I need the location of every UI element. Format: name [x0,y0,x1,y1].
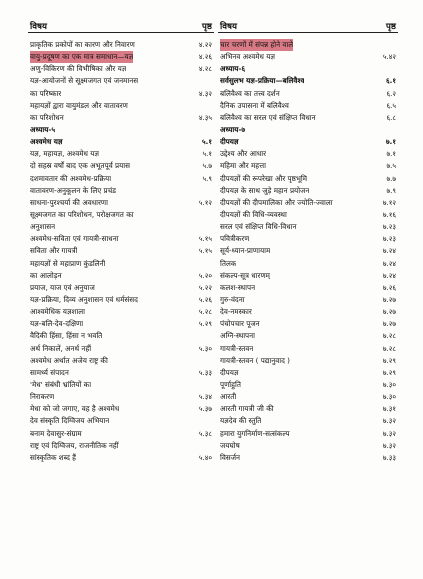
toc-row [28,75,214,87]
toc-row [218,415,398,427]
toc-row [218,318,398,330]
toc-row [218,428,398,440]
toc-row [218,440,398,452]
toc-row [28,379,214,391]
toc-row [218,245,398,257]
toc-entry-title: दशमावतार की अश्वमेध-प्रक्रिया [30,173,112,183]
toc-entry-title: का परिशोधन [30,112,64,122]
toc-entry-title: अग्नि-स्थापना [220,331,255,341]
toc-row [218,306,398,318]
chapter-heading [218,124,398,136]
toc-entry-page: ७.१ [386,150,396,159]
toc-row [28,294,214,306]
toc-entry-title: दीपयज्ञ [220,367,239,377]
toc-row [218,391,398,403]
toc-entry-page: ७.३२ [382,417,396,426]
toc-row [28,209,214,221]
toc-right-column [218,14,398,464]
toc-entry-page: ५.१५ [198,235,212,244]
toc-entry-title: बलिवैश्व का तत्त्व दर्शन [220,88,280,98]
toc-entry-title: हमारा युगनिर्माण-सत्संकल्प [220,428,290,438]
toc-row [218,160,398,172]
toc-entry-page: ७.१२ [382,198,396,207]
toc-entry-title: अध्याय-७ [220,124,246,134]
toc-entry-page: ७.१ [386,138,396,147]
toc-left-column [28,14,214,464]
toc-row [28,185,214,197]
chapter-heading [28,124,214,136]
toc-row [28,343,214,355]
toc-row [218,403,398,415]
toc-entry-title: आश्वमेधिक यज्ञशाला [30,307,86,317]
toc-entry-page: ५.२६ [198,295,212,304]
toc-row [28,88,214,100]
toc-entry-title: अनुशासन [30,222,56,232]
toc-row [218,148,398,160]
toc-entry-title: आरती गायत्री जी की [220,404,274,414]
header-page-label: पृष्ठ [386,22,396,32]
toc-entry-page: ७.२४ [382,271,396,280]
toc-header [218,14,398,33]
toc-entry-title: अश्वमेध अर्थात अजेय राष्ट्र की [30,355,108,365]
toc-entry-title: निराकरण [30,392,55,402]
toc-entry-title: सरल एवं संक्षिप्त विधि-विधान [220,222,297,232]
toc-entry-title: देव संस्कृति दिग्विजय अभियान [30,416,110,426]
toc-entry-page: ७.२६ [382,283,396,292]
toc-row [218,343,398,355]
toc-row [28,197,214,209]
toc-row [218,112,398,124]
chapter-title-row [218,136,398,148]
toc-row [28,245,214,257]
toc-header [28,14,214,33]
toc-entry-title: कलश-स्थापन [220,282,256,292]
chapter-title-row [218,75,398,87]
toc-row [218,51,398,63]
toc-entry-page: ५.२९ [198,320,212,329]
toc-entry-title: प्रयाज, याज एवं अनुयाज [30,282,95,292]
toc-row [28,403,214,415]
toc-entry-page: ७.२८ [382,344,396,353]
toc-entry-title: गायत्री-स्तवन ( पद्यानुवाद ) [220,355,290,365]
toc-entry-title: बलिवैश्व का सरल एवं संक्षिप्त विधान [220,112,316,122]
toc-row [28,112,214,124]
toc-entry-page: ७.३३ [382,453,396,462]
toc-entry-title: संकल्प-सूत्र धारणम् [220,270,270,280]
toc-entry-title: अश्वमेध-सविता एवं गायत्री-साधना [30,234,119,244]
toc-entry-title: अणु-विकिरण की विभीषिका और यज्ञ [30,64,127,74]
toc-entry-title: अभिनव अश्वमेध यज्ञ [220,52,275,62]
toc-entry-title: यज्ञदेव की स्तुति [220,416,262,426]
toc-entry-page: ७.२८ [382,332,396,341]
toc-row [28,100,214,112]
toc-row [218,88,398,100]
chapter-title-row [28,136,214,148]
toc-entry-title: दो सहस्र वर्षों बाद एक अभूतपूर्व प्रयास [30,161,130,171]
toc-entry-title: सांस्कृतिक शब्द हैं [30,452,76,462]
toc-row [28,221,214,233]
toc-entry-page: ५.१५ [198,247,212,256]
toc-row [28,270,214,282]
toc-entry-title: चार चरणों में संपन्न होने वाले [220,39,293,51]
toc-entry-title: देव-नमस्कार [220,307,252,317]
toc-entry-title: तिलक [220,258,237,268]
toc-entry-page: ७.३२ [382,441,396,450]
toc-entry-page: ५.१२ [198,198,212,207]
toc-row [28,39,214,51]
toc-row [218,209,398,221]
toc-row [218,197,398,209]
toc-row [218,173,398,185]
toc-entry-title: दैनिक उपासना में बलिवैश्व [220,100,289,110]
toc-row [218,452,398,464]
toc-entry-page: ७.२९ [382,368,396,377]
toc-entry-title: का आलोड़न [30,270,62,280]
toc-row [218,39,398,51]
toc-row [28,282,214,294]
toc-row [28,160,214,172]
toc-entry-title: 'मेध' संबंधी भ्रांतियों का [30,379,92,389]
toc-entry-page: ७.२४ [382,247,396,256]
toc-entry-page: ५.७ [202,162,212,171]
toc-entry-title: सविता और गायत्री [30,246,78,256]
toc-entry-page: ४.३२ [198,89,212,98]
toc-entry-page: ७.२७ [382,308,396,317]
header-page-label: पृष्ठ [202,22,212,32]
toc-entry-title: जयघोष [220,440,240,450]
toc-entry-title: का परिष्कार [30,88,62,98]
toc-row [28,51,214,63]
toc-entry-page: ४.२८ [198,65,212,74]
toc-row [218,367,398,379]
toc-row [218,355,398,367]
toc-entry-title: अश्वमेध यज्ञ [30,137,63,147]
toc-row [28,258,214,270]
header-subject-label: विषय [220,22,237,32]
toc-entry-title: बनाम देवासुर-संग्राम [30,428,82,438]
toc-entry-page: ७.३१ [382,405,396,414]
toc-row [218,185,398,197]
toc-entry-title: सर्वसुलभ यज्ञ-प्रक्रिया—बलिवैश्व [220,76,305,86]
toc-entry-title: आरती [220,392,237,402]
toc-entry-page: ६.८ [386,113,396,122]
toc-entry-page: ४.३५ [198,113,212,122]
toc-entry-title: यज्ञ, महायज्ञ, अश्वमेध यज्ञ [30,149,99,159]
toc-row [28,440,214,452]
toc-entry-title: दीपयज्ञों की दीपमालिका और ज्योति-ज्वाला [220,197,333,207]
toc-entry-title: अध्याय-५ [30,124,56,134]
toc-entry-title: महायज्ञों द्वारा वायुमंडल और वातावरण [30,100,128,110]
toc-entry-title: पूर्णाहुति [220,379,241,389]
toc-entry-page: ७.२९ [382,356,396,365]
toc-row [28,355,214,367]
toc-entry-title: दीपयज्ञों की विधि-व्यवस्था [220,209,287,219]
toc-row [218,100,398,112]
toc-row [28,63,214,75]
toc-row [28,415,214,427]
toc-row [218,282,398,294]
toc-entry-page: ६.१ [386,77,396,86]
toc-entry-title: विसर्जन [220,452,241,462]
toc-entry-title: सामर्थ्य संपादन [30,367,69,377]
toc-entry-page: ५.९ [202,174,212,183]
toc-entry-page: ७.५ [386,162,396,171]
toc-row [28,391,214,403]
toc-entry-page: ५.३७ [198,405,212,414]
toc-entry-page: ७.१६ [382,210,396,219]
toc-entry-title: दीपयज्ञों की रूपरेखा और पृष्ठभूमि [220,173,308,183]
toc-row [218,233,398,245]
toc-row [218,270,398,282]
toc-entry-page: ७.२३ [382,223,396,232]
toc-entry-title: वायु-प्रदूषण का एक मात्र समाधान—यज्ञ [30,51,133,63]
chapter-heading [218,63,398,75]
toc-entry-title: दीपयज्ञ के साथ जुड़े महान प्रयोजन [220,185,310,195]
toc-entry-title: उद्देश्य और आधार [220,149,267,159]
toc-entry-title: महिमा और महत्ता [220,161,266,171]
toc-row [28,367,214,379]
toc-entry-title: प्राकृतिक प्रकोपों का कारण और निवारण [30,40,135,49]
toc-row [218,379,398,391]
toc-entry-page: ६.५ [386,101,396,110]
toc-entry-page: ५.२२ [198,283,212,292]
toc-entry-title: सूक्ष्मजगत का परिशोधन, परोक्षजगत का [30,209,134,219]
toc-entry-page: ५.१ [202,138,212,147]
toc-entry-title: यज्ञ-आयोजनों से सूक्ष्मजगत एवं जनमानस [30,76,139,86]
toc-entry-page: ५.१ [202,150,212,159]
toc-entry-page: ५.२० [198,271,212,280]
toc-entry-page: ५.२८ [198,308,212,317]
toc-entry-title: पंचोपचार पूजन [220,319,260,329]
toc-entry-title: सूर्य-ध्यान-प्राणायाम [220,246,271,256]
toc-entry-page: ४.२२ [198,41,212,49]
toc-entry-page: ५.३८ [198,429,212,438]
toc-rows [218,33,398,464]
toc-entry-title: यज्ञ-बलि-देव-दक्षिणा [30,319,84,329]
toc-entry-title: राष्ट्र एवं दिग्विजय, राजनीतिक नहीं [30,440,119,450]
toc-entry-title: अर्थ निकालें, अनर्थ नहीं [30,343,92,353]
toc-entry-page: ५.४२ [382,53,396,62]
toc-entry-title: वैदिकी हिंसा, हिंसा न भवति [30,331,103,341]
toc-row [28,452,214,464]
toc-entry-page: ७.३० [382,393,396,402]
toc-entry-page: ७.२७ [382,320,396,329]
toc-entry-page: ५.३४ [198,393,212,402]
toc-entry-page: ७.९ [386,186,396,195]
toc-entry-page: ७.२४ [382,259,396,268]
toc-entry-title: अध्याय-६ [220,64,246,74]
toc-row [28,306,214,318]
toc-row [28,318,214,330]
toc-row [28,148,214,160]
toc-entry-page: ७.२३ [382,235,396,244]
toc-entry-page: ६.२ [386,89,396,98]
toc-row [218,294,398,306]
toc-entry-title: गायत्री-स्तवन [220,343,254,353]
toc-entry-title: मेधा को जो जगाए, वह है अश्वमेध [30,404,120,414]
toc-row [28,428,214,440]
toc-row [218,258,398,270]
toc-entry-page: ५.४० [198,453,212,462]
toc-row [28,330,214,342]
toc-entry-title: गुरु-वंदना [220,294,245,304]
toc-entry-title: पवित्रीकरण [220,234,250,244]
toc-entry-title: दीपयज्ञ [220,137,239,147]
toc-entry-title: वातावरण-अनुकूलन के लिए प्रचंड [30,185,116,195]
toc-entry-page: ७.३२ [382,429,396,438]
toc-entry-title: साधना-पुरश्चर्या की अवधारणा [30,197,108,207]
toc-row [28,173,214,185]
toc-entry-page: ७.२७ [382,295,396,304]
toc-entry-title: यज्ञ-प्रक्रिया, दिव्य अनुशासन एवं धर्मसंसद [30,294,138,304]
toc-entry-page: ५.३० [198,344,212,353]
toc-entry-page: ७.७ [386,174,396,183]
header-subject-label: विषय [30,22,47,32]
toc-row [218,330,398,342]
toc-entry-title: महायज्ञों से महाप्राण कुंडलिनी [30,258,106,268]
toc-row [218,221,398,233]
toc-row [28,233,214,245]
toc-entry-page: ४.२६ [198,53,212,62]
toc-rows [28,33,214,464]
toc-entry-page: ७.३० [382,380,396,389]
toc-entry-page: ५.३३ [198,368,212,377]
